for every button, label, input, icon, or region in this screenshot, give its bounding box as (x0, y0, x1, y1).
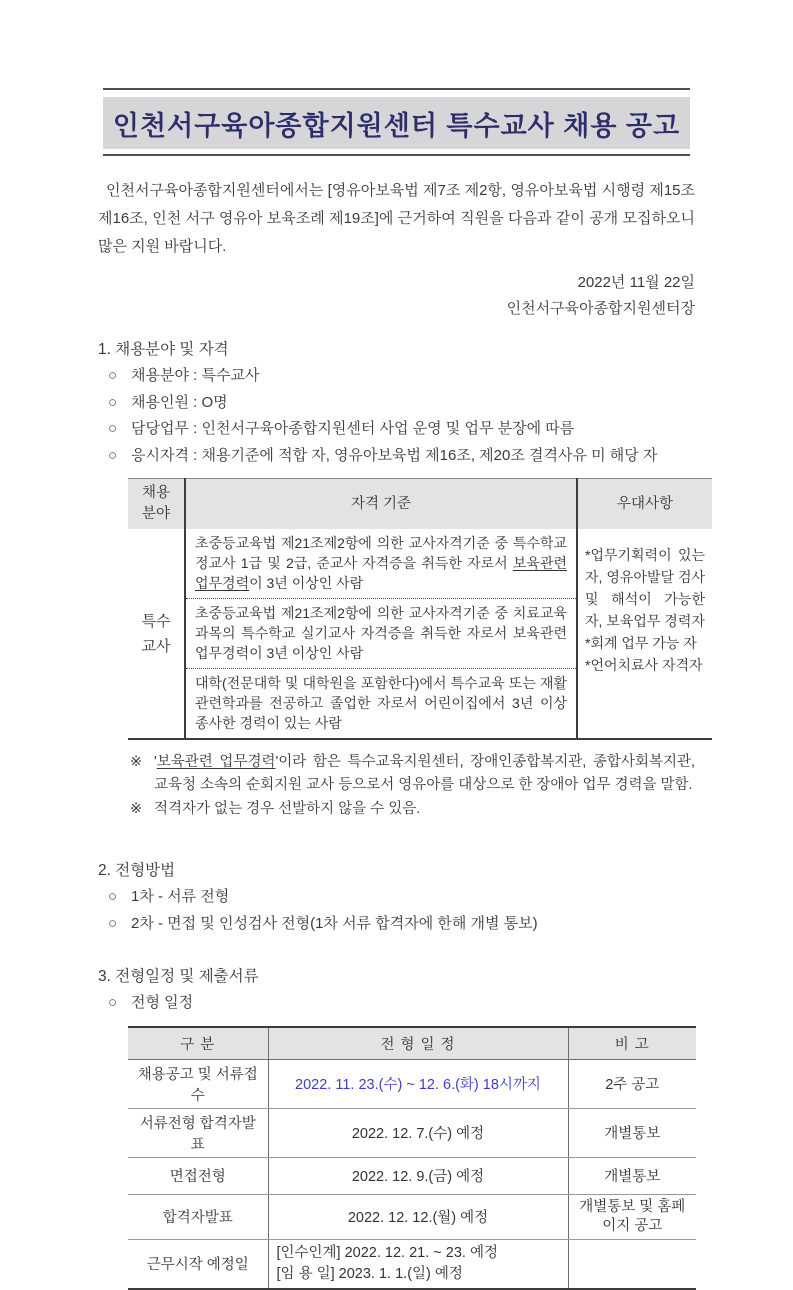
qualification-text: 대학(전문대학 및 대학원을 포함한다)에서 특수교육 또는 재활 관련학과를 전공하고 졸업한 자로서 어린이집에서 3년 이상 종사한 경력이 있는 사람 (195, 675, 567, 731)
schedule-row (128, 1108, 696, 1157)
field-line2: 교사 (141, 637, 171, 655)
qualification-text: 이 3년 이상인 사람 (249, 575, 364, 591)
list-item (98, 990, 695, 1017)
list-item-text: 채용인원 : O명 (131, 393, 228, 411)
section3-heading: 3. 전형일정 및 제출서류 (98, 968, 259, 985)
schedule-note-cell: 개별통보 및 홈페이지 공고 (568, 1194, 696, 1239)
qualification-row (128, 529, 712, 599)
qualification-table-header-row (128, 479, 712, 530)
title-top-rule (103, 88, 690, 90)
schedule-note-cell: 개별통보 (568, 1157, 696, 1194)
document-title: 인천서구육아종합지원센터 특수교사 채용 공고 (112, 110, 681, 141)
schedule-category-cell: 서류전형 합격자발표 (128, 1108, 268, 1157)
schedule-table-header-row (128, 1027, 696, 1060)
schedule-table (128, 1026, 696, 1290)
header-cell-field (128, 479, 185, 530)
intro-paragraph: 인천서구육아종합지원센터에서는 [영유아보육법 제7조 제2항, 영유아보육법 시행령 제15조 제16조, 인천 서구 영유아 보육조례 제19조]에 근거하여 직원을 다음과 같이 공개 모집하오니 많은 지원 바랍니다. (98, 182, 695, 255)
date-block (98, 270, 695, 322)
list-item-text: 전형 일정 (131, 994, 194, 1011)
list-item (98, 416, 695, 443)
preference-item: *업무기획력이 있는 자, 영유아발달 검사 및 해석이 가능한 자, 보육업무 경력자 (585, 547, 705, 629)
schedule-date-cell (268, 1239, 568, 1289)
list-item-text: 1차 - 서류 전형 (131, 888, 230, 905)
announcement-signer: 인천서구육아종합지원센터장 (506, 300, 695, 317)
notes-block (130, 751, 695, 821)
spacer (98, 937, 695, 949)
note-text: 적격자가 없는 경우 선발하지 않을 수 있음. (154, 801, 421, 817)
reference-mark-icon: ※ (130, 754, 143, 770)
schedule-note-cell (568, 1239, 696, 1289)
list-item (98, 911, 695, 938)
list-item-text: 2차 - 면접 및 인성검사 전형(1차 서류 합격자에 한해 개별 통보) (131, 914, 538, 932)
schedule-category-cell: 근무시작 예정일 (146, 1257, 249, 1273)
reference-mark-icon: ※ (130, 801, 143, 817)
circle-bullet-icon: ○ (108, 367, 118, 384)
schedule-date-line: [임 용 일] 2023. 1. 1.(일) 예정 (276, 1265, 463, 1282)
section3-list (98, 990, 695, 1017)
schedule-date-cell: 2022. 12. 9.(금) 예정 (268, 1157, 568, 1194)
list-item-text: 응시자격 : 채용기준에 적합 자, 영유아보육법 제16조, 제20조 결격사유 미 해당 자 (131, 446, 658, 464)
preference-cell (577, 529, 712, 739)
field-cell (128, 529, 185, 739)
preference-item: *언어치료사 자격자 (585, 657, 703, 673)
schedule-row (128, 1157, 696, 1194)
header-cell-schedule: 전 형 일 정 (268, 1027, 568, 1060)
preference-item: *회계 업무 가능 자 (585, 635, 697, 651)
schedule-table-wrap (128, 1026, 695, 1290)
qualification-underlined-text: 보육관련 업무경력 (195, 555, 567, 591)
qualification-text: 초중등교육법 제21조제2항에 의한 교사자격기준 중 치료교육 과목의 특수학교 실기교사 자격증을 취득한 자로서 보육관련 업무경력이 3년 이상인 사람 (195, 605, 567, 661)
note-text-post: '이라 함은 특수교육지원센터, 장애인종합복지관, 종합사회복지관, 교육청 소속의 순회지원 교사 등으로서 영유아를 대상으로 한 장애아 업무 경력을 말함. (154, 754, 695, 793)
list-item (98, 443, 695, 470)
schedule-row (128, 1239, 696, 1289)
section2-heading: 2. 전형방법 (98, 862, 176, 879)
note-item (130, 751, 695, 797)
list-item (98, 884, 695, 911)
header-field-line1: 채용 (141, 485, 170, 501)
note-text-pre: ' (154, 754, 157, 770)
schedule-row (128, 1194, 696, 1239)
section1-heading: 1. 채용분야 및 자격 (98, 341, 229, 358)
circle-bullet-icon: ○ (108, 994, 118, 1011)
schedule-note-cell: 2주 공고 (568, 1059, 696, 1108)
schedule-date-cell: 2022. 12. 7.(수) 예정 (268, 1108, 568, 1157)
list-item (98, 363, 695, 390)
list-item (98, 390, 695, 417)
schedule-date-cell: 2022. 12. 12.(월) 예정 (268, 1194, 568, 1239)
section2-list (98, 884, 695, 937)
qualification-table-wrap (128, 478, 705, 740)
title-bottom-rule (103, 154, 690, 156)
circle-bullet-icon: ○ (108, 888, 118, 905)
header-cell-preference: 우대사항 (577, 479, 712, 530)
section1-list (98, 363, 695, 469)
schedule-date-cell: 2022. 11. 23.(수) ~ 12. 6.(화) 18시까지 (268, 1059, 568, 1108)
list-item-text: 채용분야 : 특수교사 (131, 367, 260, 384)
field-line1: 특수 (141, 612, 171, 630)
schedule-category-cell: 채용공고 및 서류접수 (128, 1059, 268, 1108)
circle-bullet-icon: ○ (108, 914, 118, 932)
schedule-category-cell: 합격자발표 (128, 1194, 268, 1239)
qualification-cell (185, 599, 577, 669)
qualification-table (128, 478, 712, 740)
qualification-cell (185, 669, 577, 740)
schedule-date-line: [인수인계] 2022. 12. 21. ~ 23. 예정 (276, 1244, 498, 1261)
header-cell-category: 구 분 (128, 1027, 268, 1060)
list-item-text: 담당업무 : 인천서구육아종합지원센터 사업 운영 및 업무 분장에 따름 (131, 420, 575, 437)
note-underlined-text: 보육관련 업무경력 (156, 754, 276, 770)
circle-bullet-icon: ○ (108, 393, 118, 411)
schedule-category-cell: 면접전형 (128, 1157, 268, 1194)
circle-bullet-icon: ○ (108, 446, 118, 464)
circle-bullet-icon: ○ (108, 420, 118, 437)
title-banner (103, 97, 690, 149)
schedule-row (128, 1059, 696, 1108)
note-item (130, 798, 695, 821)
header-cell-note: 비 고 (568, 1027, 696, 1060)
header-field-line2: 분야 (141, 506, 170, 522)
header-cell-qualification: 자격 기준 (185, 479, 577, 530)
announcement-date: 2022년 11월 22일 (577, 274, 695, 291)
spacer (98, 821, 695, 843)
qualification-text: 초중등교육법 제21조제2항에 의한 교사자격기준 중 특수학교 정교사 1급 및 2급, 준교사 자격증을 취득한 자로서 (195, 535, 567, 571)
qualification-cell (185, 529, 577, 599)
schedule-note-cell: 개별통보 (568, 1108, 696, 1157)
note-text (154, 751, 695, 797)
